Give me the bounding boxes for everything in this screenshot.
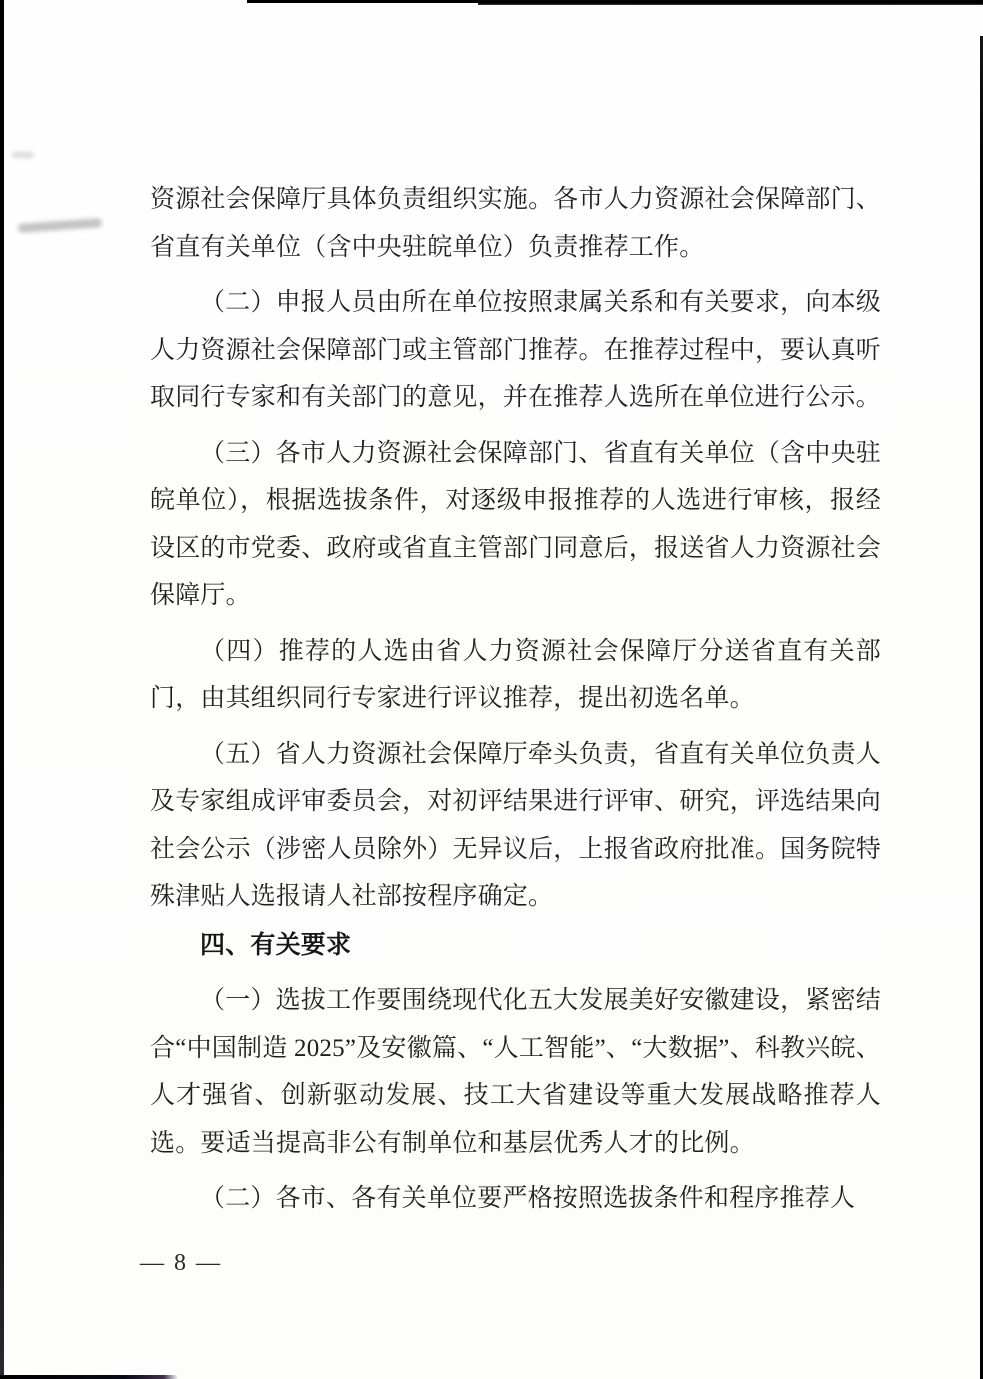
paragraph-item-2: （二）申报人员由所在单位按照隶属关系和有关要求，向本级人力资源社会保障部门或主管部门推荐。在推荐过程中，要认真听取同行专家和有关部门的意见，并在推荐人选所在单位进行公示。 — [150, 289, 881, 411]
paragraph-requirement-1: （一）选拔工作要围绕现代化五大发展美好安徽建设，紧密结合“中国制造 2025”及安徽篇、“人工智能”、“大数据”、科教兴皖、人才强省、创新驱动发展、技工大省建设等重大发展战略推荐人选。要适当提高非公有制单位和基层优秀人才的比例。 — [150, 987, 881, 1157]
paragraph-continuation: 资源社会保障厅具体负责组织实施。各市人力资源社会保障部门、省直有关单位（含中央驻皖单位）负责推荐工作。 — [150, 186, 881, 261]
scan-artifact-top-band — [478, 0, 983, 5]
page-number: — 8 — — [140, 1250, 222, 1276]
paragraph-requirement-2-truncated: （二）各市、各有关单位要严格按照选拔条件和程序推荐人 — [200, 1185, 856, 1212]
scan-artifact-top-line — [247, 0, 487, 3]
scan-smudge-mark — [18, 218, 102, 233]
section-heading-requirements: 四、有关要求 — [200, 930, 352, 959]
paragraph-item-4: （四）推荐的人选由省人力资源社会保障厅分送省直有关部门，由其组织同行专家进行评议推荐，提出初选名单。 — [150, 637, 881, 712]
scan-smudge-mark-small — [12, 152, 34, 158]
paragraph-item-3: （三）各市人力资源社会保障部门、省直有关单位（含中央驻皖单位），根据选拔条件，对逐级申报推荐的人选进行审核，报经设区的市党委、政府或省直主管部门同意后，报送省人力资源社会保障厅。 — [150, 439, 881, 609]
paragraph-item-5: （五）省人力资源社会保障厅牵头负责，省直有关单位负责人及专家组成评审委员会，对初评结果进行评审、研究，评选结果向社会公示（涉密人员除外）无异议后，上报省政府批准。国务院特殊津贴人选报请人社部按程序确定。 — [150, 740, 881, 910]
scan-artifact-bottom-edge — [0, 1375, 178, 1379]
scan-artifact-left-edge — [0, 0, 4, 1379]
document-body — [150, 176, 881, 1231]
